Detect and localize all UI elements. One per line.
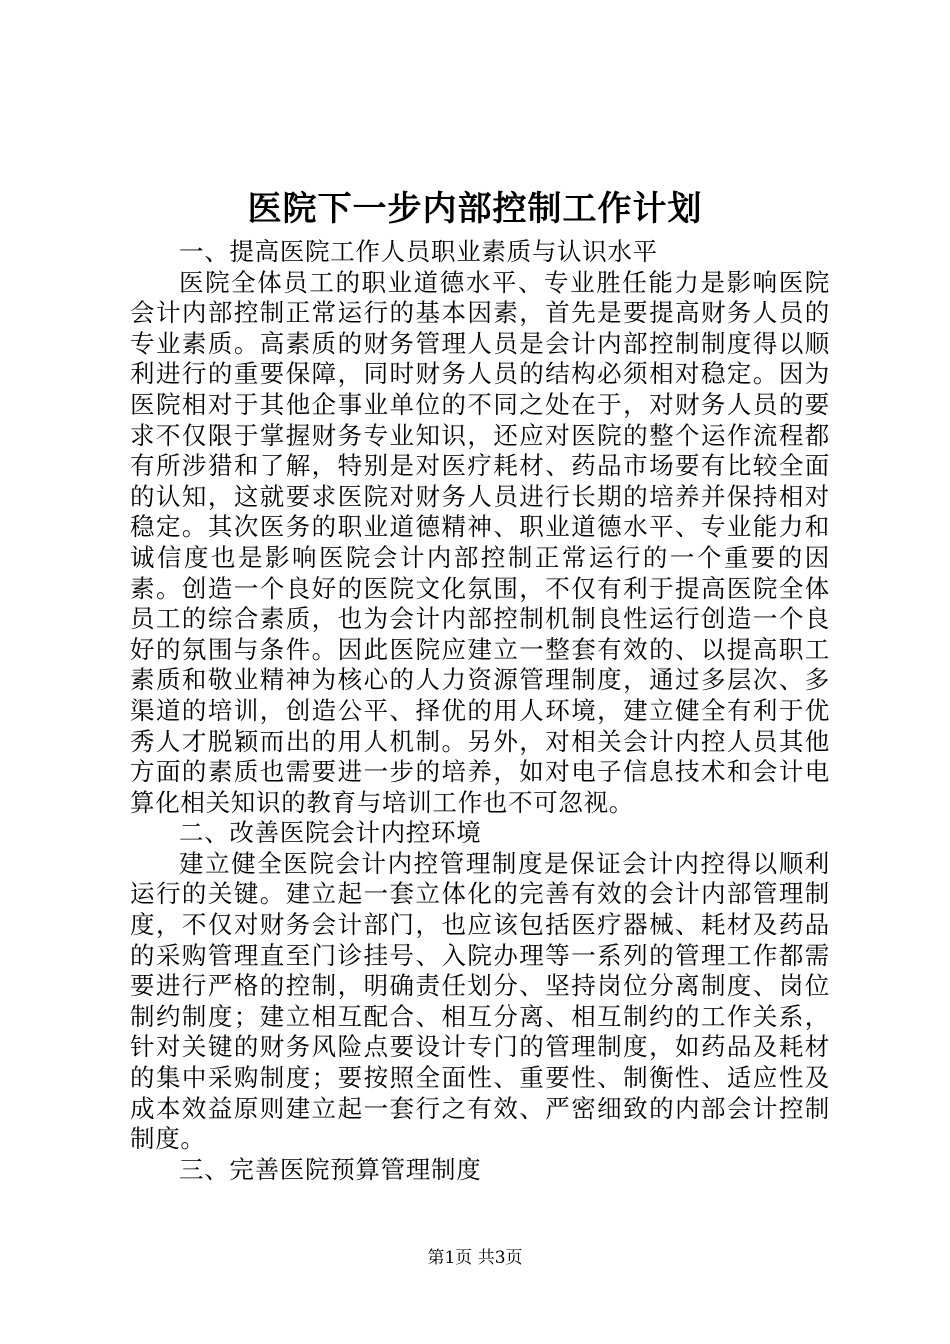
- paragraph-1: 医院全体员工的职业道德水平、专业胜任能力是影响医院会计内部控制正常运行的基本因素，首先是要提高财务人员的专业素质。高素质的财务管理人员是会计内部控制制度得以顺利进行的重要保障，同时财务人员的结构必须相对稳定。因为医院相对于其他企事业单位的不同之处在于，对财务人员的要求不仅限于掌握财务专业知识，还应对医院的整个运作流程都有所涉猎和了解，特别是对医疗耗材、药品市场要有比较全面的认知，这就要求医院对财务人员进行长期的培养并保持相对稳定。其次医务的职业道德精神、职业道德水平、专业能力和诚信度也是影响医院会计内部控制正常运行的一个重要的因素。创造一个良好的医院文化氛围，不仅有利于提高医院全体员工的综合素质，也为会计内部控制机制良性运行创造一个良好的氛围与条件。因此医院应建立一整套有效的、以提高职工素质和敬业精神为核心的人力资源管理制度，通过多层次、多渠道的培训，创造公平、择优的用人环境，建立健全有利于优秀人才脱颖而出的用人机制。另外，对相关会计内控人员其他方面的素质也需要进一步的培养，如对电子信息技术和会计电算化相关知识的教育与培训工作也不可忽视。: [130, 267, 830, 817]
- section-heading-2: 二、改善医院会计内控环境: [179, 818, 482, 848]
- paragraph-2: 建立健全医院会计内控管理制度是保证会计内控得以顺利运行的关键。建立起一套立体化的完善有效的会计内部管理制度，不仅对财务会计部门，也应该包括医疗器械、耗材及药品的采购管理直至门诊挂号、入院办理等一系列的管理工作都需要进行严格的控制，明确责任划分、坚持岗位分离制度、岗位制约制度；建立相互配合、相互分离、相互制约的工作关系，针对关键的财务风险点要设计专门的管理制度，如药品及耗材的集中采购制度；要按照全面性、重要性、制衡性、适应性及成本效益原则建立起一套行之有效、严密细致的内部会计控制制度。: [130, 848, 830, 1154]
- section-heading-3: 三、完善医院预算管理制度: [179, 1154, 482, 1184]
- page-footer: 第1页 共3页: [427, 1248, 523, 1268]
- section-heading-1: 一、提高医院工作人员职业素质与认识水平: [179, 237, 658, 266]
- document-body: [130, 237, 830, 1185]
- document-title: 医院下一步内部控制工作计划: [247, 189, 703, 229]
